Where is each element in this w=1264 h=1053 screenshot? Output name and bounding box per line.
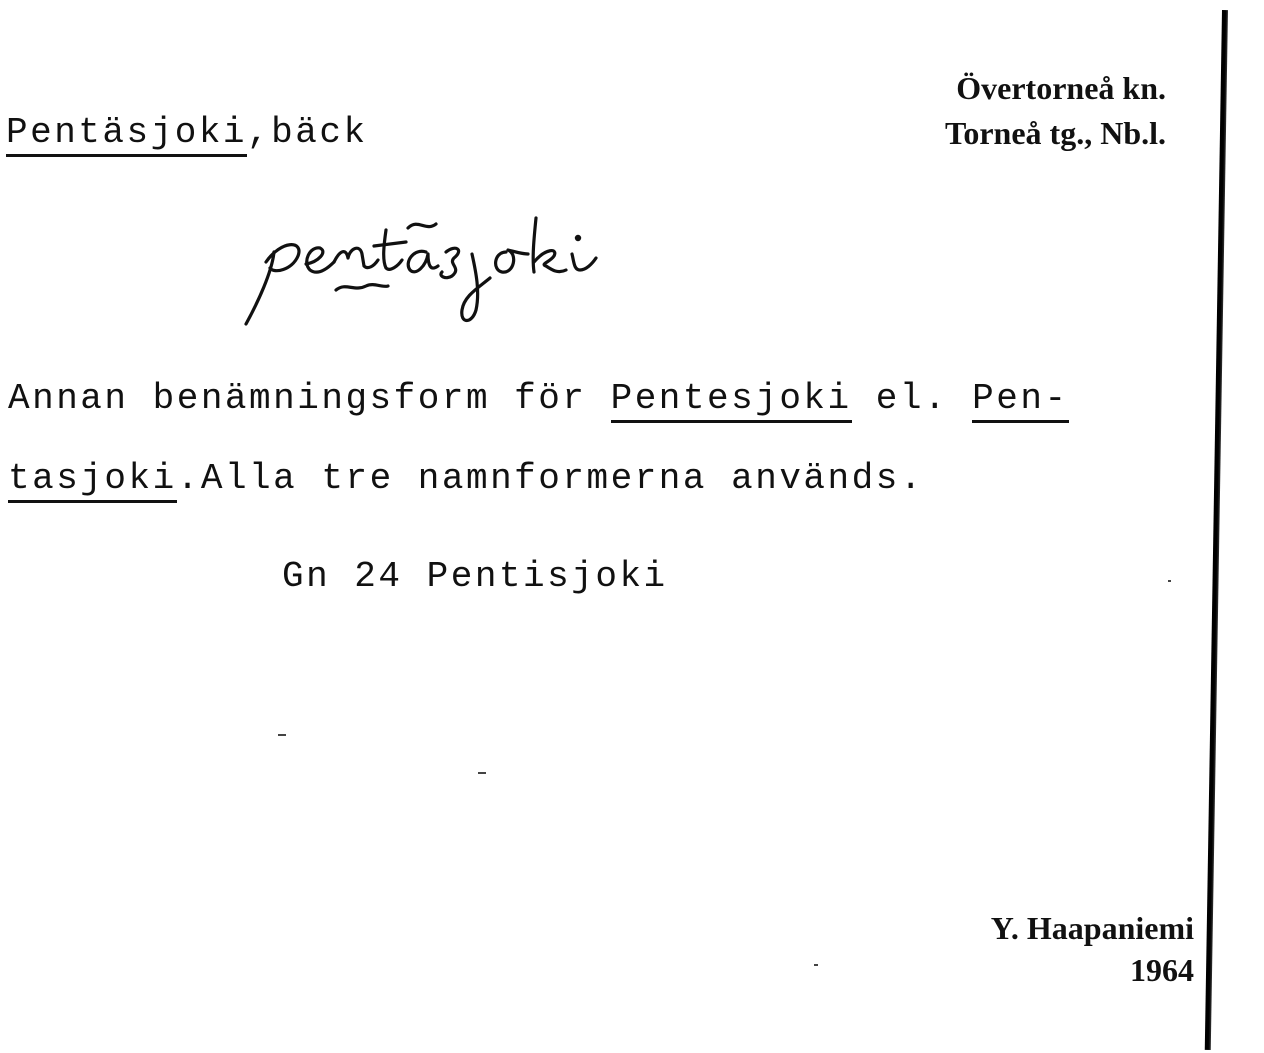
- author: Y. Haapaniemi: [990, 910, 1194, 946]
- paragraph-line-1: [8, 378, 1069, 419]
- card-edge-line: [1205, 10, 1228, 1050]
- paragraph-text: Annan benämningsform för: [8, 378, 611, 419]
- year: 1964: [1130, 952, 1194, 988]
- variant-name-2-part-2: tasjoki: [8, 458, 177, 503]
- municipality: Övertorneå kn.: [956, 70, 1166, 106]
- scan-speck: [278, 734, 286, 736]
- scan-speck: [814, 964, 818, 966]
- paragraph-text: .Alla tre namnformerna används.: [176, 458, 924, 499]
- headword-suffix: ,bäck: [247, 112, 368, 153]
- handwritten-form: [236, 192, 796, 347]
- paragraph-text: el.: [851, 378, 973, 419]
- scan-speck: [1168, 580, 1171, 582]
- handwriting-image: [236, 192, 796, 342]
- headword-line: [6, 112, 368, 153]
- headword: Pentäsjoki: [6, 112, 247, 157]
- reference-line: Gn 24 Pentisjoki: [282, 556, 668, 597]
- paragraph-line-2: [8, 458, 924, 499]
- variant-name-1: Pentesjoki: [611, 378, 852, 423]
- variant-name-2-part-1: Pen-: [972, 378, 1068, 423]
- scan-speck: [478, 772, 486, 774]
- parish-line: Torneå tg., Nb.l.: [944, 115, 1166, 151]
